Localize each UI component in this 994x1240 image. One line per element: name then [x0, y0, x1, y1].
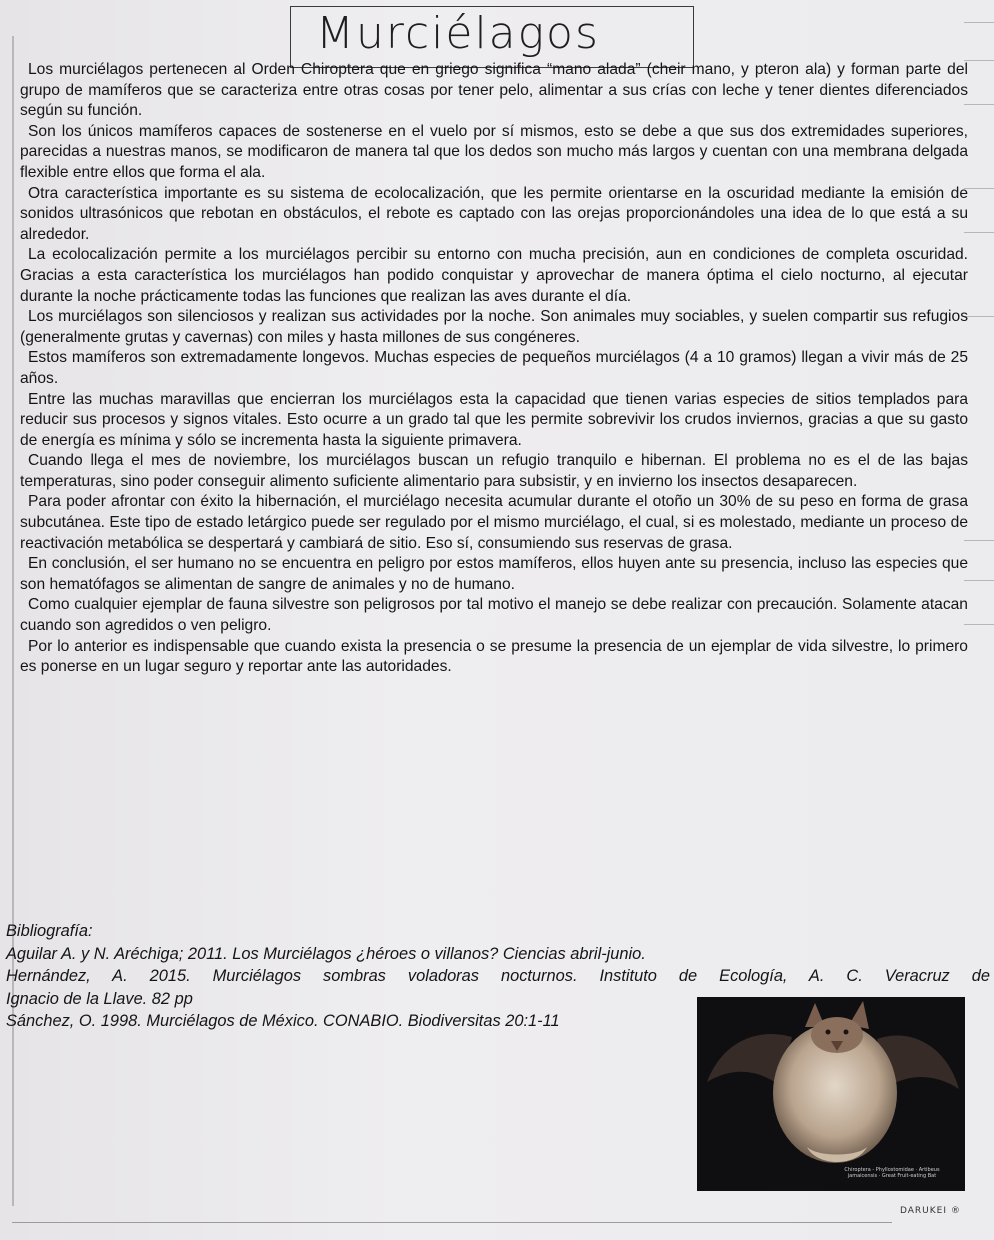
page-edge-line [964, 60, 994, 61]
paragraph: Los murciélagos pertenecen al Orden Chiroptera que en griego significa “mano alada” (cheir mano, y pteron ala) y forman parte del grupo de mamíferos que se caracteriza entre otras cosas por tener pelo, alimentar a sus crías con leche y tener dientes diferenciados según su función. [20, 61, 968, 120]
page-edge-line [964, 188, 994, 189]
paragraph: Son los únicos mamíferos capaces de sostenerse en el vuelo por sí mismos, esto se debe a que sus dos extremidades superiores, parecidas a nuestras manos, se modificaron de manera tal que los dedos son mucho más largos y cuentan con una membrana delgada flexible entre ellos que forma el ala. [20, 122, 968, 181]
paragraph: Estos mamíferos son extremadamente longevos. Muchas especies de pequeños murciélagos (4 a 10 gramos) llegan a vivir más de 25 años. [20, 349, 968, 387]
paragraph: La ecolocalización permite a los murciélagos percibir su entorno con mucha precisión, aun en condiciones de completa oscuridad. Gracias a esta característica los murciélagos han podido conquistar y aprovechar de manera óptima el cielo nocturno, al ejecutar durante la noche prácticamente todas las funciones que realizan las aves durante el día. [20, 246, 968, 305]
page-edge-line [964, 316, 994, 317]
body-text [20, 60, 968, 678]
page-edge-line [964, 624, 994, 625]
bottom-rule [12, 1222, 892, 1223]
bibliography-entry: Aguilar A. y N. Aréchiga; 2011. Los Murciélagos ¿héroes o villanos? Ciencias abril-junio. [6, 944, 646, 963]
paragraph: En conclusión, el ser humano no se encuentra en peligro por estos mamíferos, ellos huyen ante su presencia, incluso las especies que son hematófagos se alimentan de sangre de animales y no de humano. [20, 555, 968, 593]
paragraph: Cuando llega el mes de noviembre, los murciélagos buscan un refugio tranquilo e hibernan. El problema no es el de las bajas temperaturas, sino poder conseguir alimento suficiente alimentario para subsistir, y en invierno los insectos desaparecen. [20, 452, 968, 490]
footer-logo: DARUKEI ® [900, 1206, 961, 1216]
page-edge-line [964, 104, 994, 105]
paragraph: Para poder afrontar con éxito la hibernación, el murciélago necesita acumular durante el otoño un 30% de su peso en forma de grasa subcutánea. Este tipo de estado letárgico puede ser regulado por el mismo murciélago, el cual, si es molestado, mediante un proceso de reactivación metabólica se despertará y cambiará de sitio. Eso sí, consumiendo sus reservas de grasa. [20, 493, 968, 552]
page-edge-line [964, 580, 994, 581]
page-title: Murciélagos [316, 8, 600, 59]
bat-eye-left [826, 1030, 831, 1035]
bibliography-entry: Ignacio de la Llave. 82 pp [6, 989, 193, 1008]
paragraph: Como cualquier ejemplar de fauna silvestre son peligrosos por tal motivo el manejo se debe realizar con precaución. Solamente atacan cuando son agredidos o ven peligro. [20, 596, 968, 635]
bibliography-heading: Bibliografía: [6, 922, 93, 940]
bat-photo [697, 997, 965, 1191]
page-edge-line [964, 540, 994, 541]
bibliography-entry: Sánchez, O. 1998. Murciélagos de México. CONABIO. Biodiversitas 20:1-11 [6, 1012, 560, 1030]
bat-eye-right [844, 1030, 849, 1035]
paragraph: Otra característica importante es su sistema de ecolocalización, que les permite orientarse en la oscuridad mediante la emisión de sonidos ultrasónicos que rebotan en obstáculos, el rebote es captado con las orejas proporcionándoles una idea de lo que está a su alrededor. [20, 184, 968, 243]
paragraph: Entre las muchas maravillas que encierran los murciélagos esta la capacidad que tienen varias especies de sitios templados para reducir sus procesos y signos vitales. Esto ocurre a un grado tal que les permite sobrevivir los crudos inviernos, gracias a que su gasto de energía es mínima y sólo se incrementa hasta la siguiente primavera. [20, 390, 968, 449]
page-edge-line [964, 232, 994, 233]
bibliography-entry: Hernández, A. 2015. Murciélagos sombras voladoras nocturnos. Instituto de Ecología, A. C. Veracruz de [6, 967, 990, 985]
bat-illustration [697, 997, 965, 1191]
paragraph: Por lo anterior es indispensable que cuando exista la presencia o se presume la presencia de un ejemplar de vida silvestre, lo primero es ponerse en un lugar seguro y reportar ante las autoridades. [20, 637, 968, 676]
paragraph: Los murciélagos son silenciosos y realizan sus actividades por la noche. Son animales muy sociables, y suelen compartir sus refugios (generalmente grutas y cavernas) con miles y hasta millones de sus congéneres. [20, 308, 968, 346]
page-edge-line [964, 22, 994, 23]
photo-caption: Chiroptera - Phyllostomidae · Artibeus jamaicensis · Great Fruit-eating Bat [844, 1167, 940, 1179]
